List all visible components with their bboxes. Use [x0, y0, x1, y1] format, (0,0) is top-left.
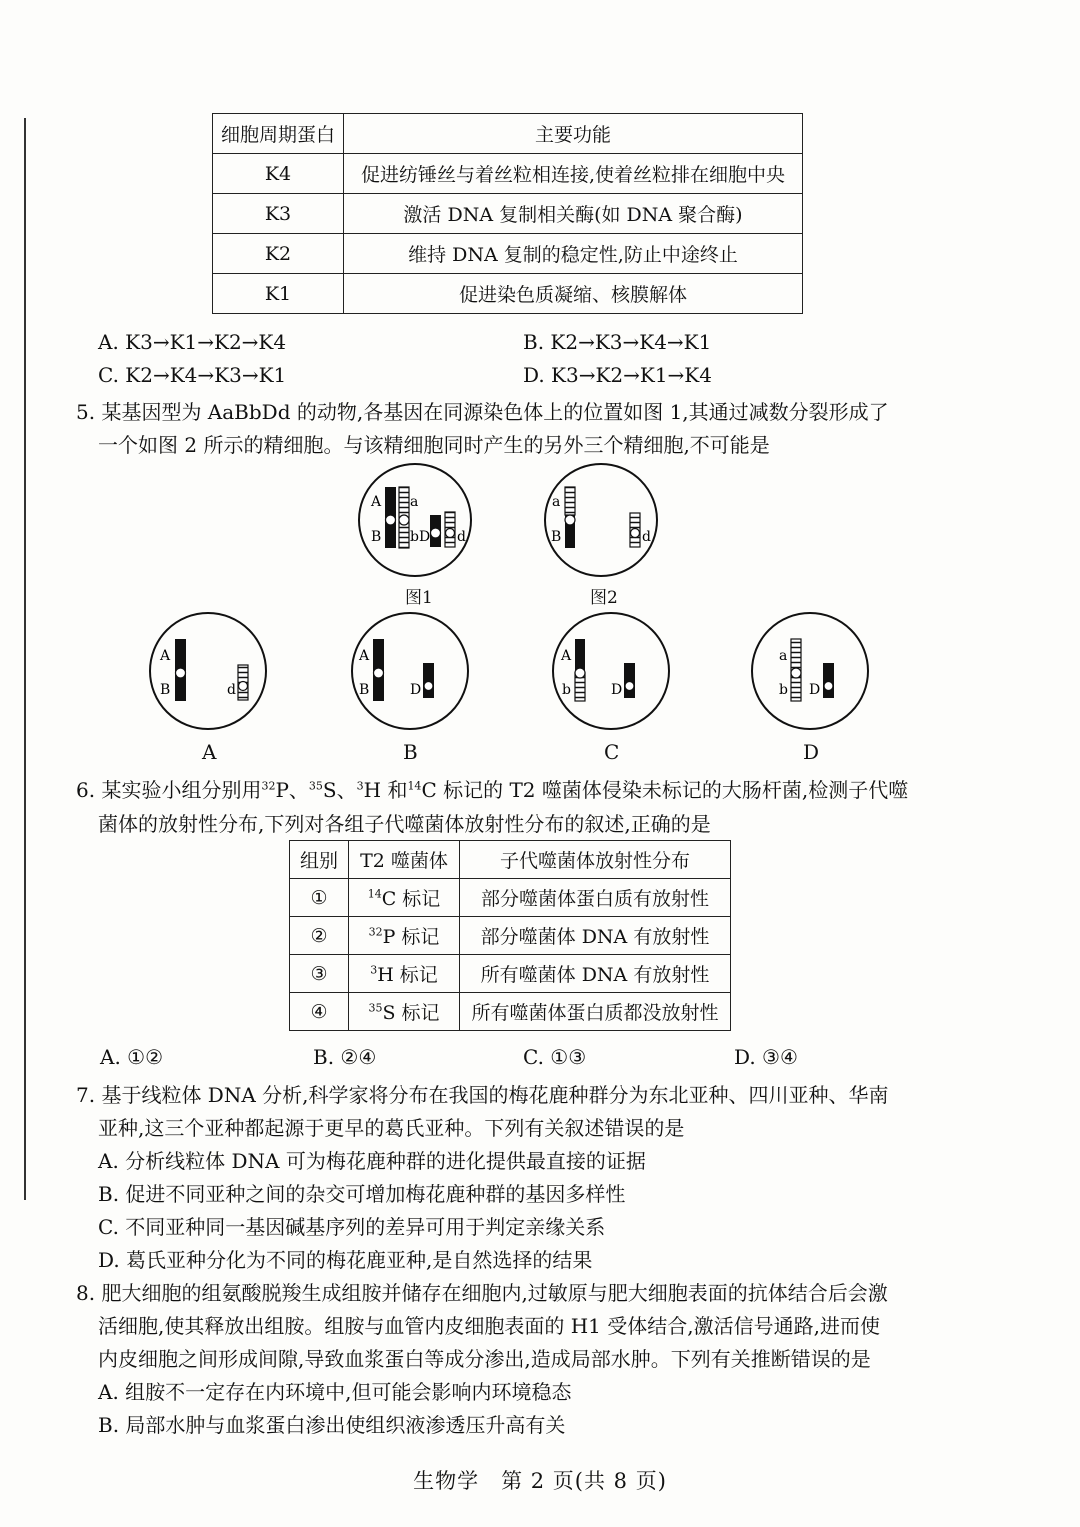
- table-cell: 促进纺锤丝与着丝粒相连接,使着丝粒排在细胞中央: [344, 154, 803, 194]
- gene-label-B: B: [551, 529, 562, 545]
- gene-label-D: D: [410, 682, 422, 698]
- gene-label-A: A: [359, 648, 370, 664]
- table-header: 细胞周期蛋白: [213, 114, 344, 154]
- gene-label-b: b: [562, 682, 571, 698]
- q6-option-a: A. ①②: [100, 1045, 164, 1069]
- table-row: [290, 955, 731, 993]
- table-cell: 促进染色质凝缩、核膜解体: [344, 274, 803, 314]
- q7-option-d: D. 葛氏亚种分化为不同的梅花鹿亚种,是自然选择的结果: [98, 1248, 593, 1272]
- figure-1-caption: 图1: [405, 588, 433, 608]
- q5-stem-line-2: 一个如图 2 所示的精细胞。与该精细胞同时产生的另外三个精细胞,不可能是: [98, 433, 770, 457]
- q4-option-d: D. K3→K2→K1→K4: [523, 363, 712, 387]
- q4-option-a: A. K3→K1→K2→K4: [98, 330, 287, 354]
- table-cell: 部分噬菌体蛋白质有放射性: [460, 879, 731, 917]
- gene-label-D: D: [419, 529, 431, 545]
- chromosome-light: [565, 487, 575, 515]
- gene-label-a: a: [552, 494, 561, 510]
- table-cell: K4: [213, 154, 344, 194]
- gene-label-B: B: [371, 529, 382, 545]
- table-cell: K3: [213, 194, 344, 234]
- gene-label-D: D: [611, 682, 623, 698]
- chromosome-dark: [624, 663, 635, 698]
- q6-option-c: C. ①③: [523, 1045, 587, 1069]
- gene-label-A: A: [371, 494, 382, 510]
- gene-label-b: b: [779, 682, 788, 698]
- figure-2-cell: [545, 464, 657, 576]
- table-cell: K2: [213, 234, 344, 274]
- q8-stem-line-1: 8. 肥大细胞的组氨酸脱羧生成组胺并储存在细胞内,过敏原与肥大细胞表面的抗体结合后会激: [76, 1281, 888, 1305]
- option-a-cell: [150, 613, 266, 729]
- table-cell: $^{35}$S 标记: [349, 993, 460, 1031]
- gene-label-a: a: [410, 494, 419, 510]
- q6-stem-line-2: 菌体的放射性分布,下列对各组子代噬菌体放射性分布的叙述,正确的是: [98, 812, 711, 836]
- table-header: 组别: [290, 841, 349, 879]
- table-cell: $^{32}$P 标记: [349, 917, 460, 955]
- q5-stem-line-1: 5. 某基因型为 AaBbDd 的动物,各基因在同源染色体上的位置如图 1,其通过减数分裂形成了: [76, 400, 889, 424]
- table-cell: 所有噬菌体 DNA 有放射性: [460, 955, 731, 993]
- q7-option-c: C. 不同亚种同一基因碱基序列的差异可用于判定亲缘关系: [98, 1215, 606, 1239]
- option-c-label: C: [604, 740, 620, 764]
- gene-label-d: d: [457, 529, 466, 545]
- q6-option-d: D. ③④: [734, 1045, 798, 1069]
- table-row: [290, 993, 731, 1031]
- option-d-label: D: [803, 740, 820, 764]
- q7-stem-line-1: 7. 基于线粒体 DNA 分析,科学家将分布在我国的梅花鹿种群分为东北亚种、四川亚种、华南: [76, 1083, 889, 1107]
- gene-label-d: d: [227, 682, 236, 698]
- gene-label-A: A: [160, 648, 171, 664]
- gene-label-A: A: [561, 648, 572, 664]
- figure-2-caption: 图2: [590, 588, 618, 608]
- option-d-cell: [752, 613, 868, 729]
- table-cell: ④: [290, 993, 349, 1031]
- q6-option-b: B. ②④: [313, 1045, 377, 1069]
- phage-label-table: [289, 840, 731, 1031]
- q8-stem-line-3: 内皮细胞之间形成间隙,导致血浆蛋白等成分渗出,造成局部水肿。下列有关推断错误的是: [98, 1347, 871, 1371]
- q7-option-b: B. 促进不同亚种之间的杂交可增加梅花鹿种群的基因多样性: [98, 1182, 626, 1206]
- q8-option-a: A. 组胺不一定存在内环境中,但可能会影响内环境稳态: [98, 1380, 572, 1404]
- table-header: T2 噬菌体: [349, 841, 460, 879]
- chromosome-dark: [423, 663, 434, 698]
- table-cell: $^{14}$C 标记: [349, 879, 460, 917]
- option-b-label: B: [403, 740, 418, 764]
- table-header-row: [290, 841, 731, 879]
- option-b-cell: [352, 613, 468, 729]
- q8-option-b: B. 局部水肿与血浆蛋白渗出使组织液渗透压升高有关: [98, 1413, 566, 1437]
- table-cell: 维持 DNA 复制的稳定性,防止中途终止: [344, 234, 803, 274]
- table-row: [290, 917, 731, 955]
- figure-1-cell: [359, 464, 471, 576]
- table-cell: ②: [290, 917, 349, 955]
- table-cell: K1: [213, 274, 344, 314]
- table-cell: 激活 DNA 复制相关酶(如 DNA 聚合酶): [344, 194, 803, 234]
- gene-label-D: D: [809, 682, 821, 698]
- gene-label-b: b: [410, 529, 419, 545]
- table-cell: 所有噬菌体蛋白质都没放射性: [460, 993, 731, 1031]
- option-a-label: A: [202, 740, 217, 764]
- gene-label-B: B: [359, 682, 370, 698]
- q4-option-b: B. K2→K3→K4→K1: [523, 330, 712, 354]
- q4-option-c: C. K2→K4→K3→K1: [98, 363, 287, 387]
- gene-label-B: B: [160, 682, 171, 698]
- gene-label-d: d: [642, 529, 651, 545]
- page-footer: 生物学 第 2 页(共 8 页): [413, 1469, 667, 1493]
- q7-stem-line-2: 亚种,这三个亚种都起源于更早的葛氏亚种。下列有关叙述错误的是: [98, 1116, 685, 1140]
- table-cell: 部分噬菌体 DNA 有放射性: [460, 917, 731, 955]
- chromosome-dark: [823, 663, 834, 698]
- q6-stem-line-1: 6. 某实验小组分别用$^{32}$P、$^{35}$S、$^3$H 和$^{14}$C 标记的 T2 噬菌体侵染未标记的大肠杆菌,检测子代噬: [76, 778, 909, 802]
- q8-stem-line-2: 活细胞,使其释放出组胺。组胺与血管内皮细胞表面的 H1 受体结合,激活信号通路,进而使: [98, 1314, 880, 1338]
- table-cell: ①: [290, 879, 349, 917]
- table-row: [290, 879, 731, 917]
- table-header: 子代噬菌体放射性分布: [460, 841, 731, 879]
- table-cell: ③: [290, 955, 349, 993]
- option-c-cell: [553, 613, 669, 729]
- gene-label-a: a: [779, 648, 788, 664]
- table-header: 主要功能: [344, 114, 803, 154]
- table-cell: $^3$H 标记: [349, 955, 460, 993]
- q7-option-a: A. 分析线粒体 DNA 可为梅花鹿种群的进化提供最直接的证据: [98, 1149, 646, 1173]
